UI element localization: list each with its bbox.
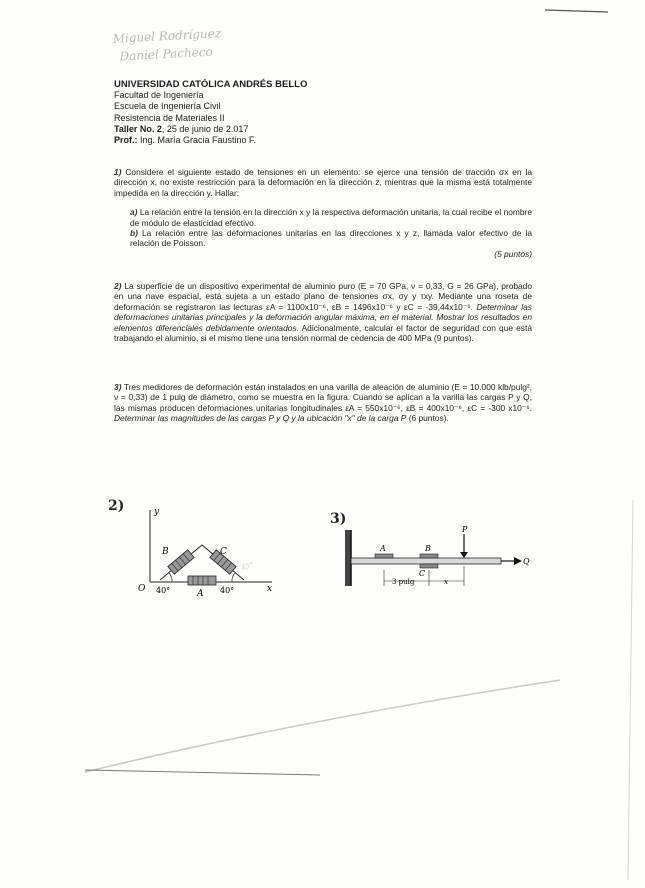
y-axis-label: y (154, 507, 160, 517)
figure-2-label: 2) (108, 498, 125, 514)
faculty-name: Facultad de Ingeniería (114, 90, 204, 101)
handwritten-scribble: 45° (240, 560, 255, 572)
part-a-label: a) (130, 207, 138, 218)
dim-3-pulg-label: 3 pulg (392, 578, 415, 586)
load-q-label: Q (523, 557, 530, 566)
gauge-c-label: C (220, 547, 227, 557)
problem-2-extra: Adicionalmente, calcular el factor de seguridad con que está trabajando el aluminio, si el mismo tiene una tensión normal de cedencia de 400 MPa (9 puntos). (114, 322, 532, 344)
course-name: Resistencia de Materiales II (114, 112, 225, 123)
problem-2-number: 2) (114, 281, 122, 291)
problem-2-text: La superficie de un dispositivo experimental de aluminio puro (E = 70 GPa, ν = 0,33, G = 26 GPa), probado en una nave espacial, está sujeta a un estado plano de tensiones σx, σy y τxy. Mediante una roseta de deformación se registraron las lecturas εA = 1100x10⁻⁶, εB = 1496x10⁻⁶ y εC = -39,44x10⁻⁶. (114, 281, 533, 312)
load-p-label: P (462, 525, 468, 534)
part-b-text: La relación entre las deformaciones unitarias en las direcciones x y z, llamada valor efectivo de la relación de Poisson. (130, 228, 533, 249)
professor-label: Prof.: (114, 135, 138, 146)
assignment-date: , 25 de junio de 2.017 (161, 123, 249, 134)
problem-3-points: (6 puntos). (406, 413, 449, 424)
problem-3-text: Tres medidores de deformación están instalados en una varilla de aleación de aluminio (E = 10.000 klb/pulg², ν = 0,33) de 1 pulg de diámetro, como se muestra en la figura. Cuando se aplican a la varilla las cargas P y Q, las mismas producen deformaciones unitarias longitudinales εA = 550x10⁻⁶, εB = 400x10⁻⁶, εC = -300 x10⁻⁶. (114, 382, 532, 413)
figure-3-label: 3) (330, 511, 347, 527)
problem-3-task: Determinar las magnitudes de las cargas P y Q y la ubicación "x" de la carga P (114, 413, 407, 424)
bottom-line (85, 770, 320, 775)
problem-3-number: 3) (114, 382, 122, 392)
assignment-title: Taller No. 2 (114, 123, 162, 134)
gauge-b-label: B (425, 544, 431, 553)
x-axis-label: x (267, 584, 273, 594)
right-edge-line (628, 500, 633, 880)
professor-name: Ing. María Gracia Faustino F. (137, 135, 257, 146)
gauge-a-label: A (380, 544, 386, 553)
problem-1-points: (5 puntos) (494, 248, 532, 259)
dim-x-label: x (444, 578, 448, 586)
handwritten-name-2: Daniel Pacheco (119, 44, 214, 64)
gauge-c-label: C (419, 569, 426, 578)
part-b-label: b) (130, 228, 138, 239)
pencil-stroke (85, 680, 560, 772)
part-a-text: La relación entre la tensión en la dirección x y la respectiva deformación unitaria, la cual recibe el nombre de módulo de elasticidad efectivo. (130, 207, 532, 228)
school-name: Escuela de Ingeniería Civil (114, 101, 221, 112)
angle-left-label: 40° (156, 586, 171, 595)
top-mark-line (545, 10, 608, 12)
handwritten-name-1: Miguel Rodríguez (112, 26, 222, 46)
angle-right-label: 40° (220, 586, 235, 595)
gauge-b-label: B (162, 547, 169, 557)
problem-1-intro: Considere el siguiente estado de tensiones en un elemento: se ejerce una tensión de tracción σx en la dirección x, no existe restricción para la deformación en la dirección z, mientras que la misma está totalmente impedida en la dirección y. Hallar: (114, 167, 533, 198)
origin-label: O (138, 584, 146, 594)
problem-2-task: Determinar las deformaciones unitarias principales y la deformación angular máxima, en el material. Mostrar los resultados en elementos diferenciales debidamente orientados. (114, 301, 532, 333)
university-name: UNIVERSIDAD CATÓLICA ANDRÉS BELLO (114, 79, 308, 90)
problem-1-number: 1) (114, 167, 122, 177)
gauge-a-label: A (197, 589, 204, 599)
